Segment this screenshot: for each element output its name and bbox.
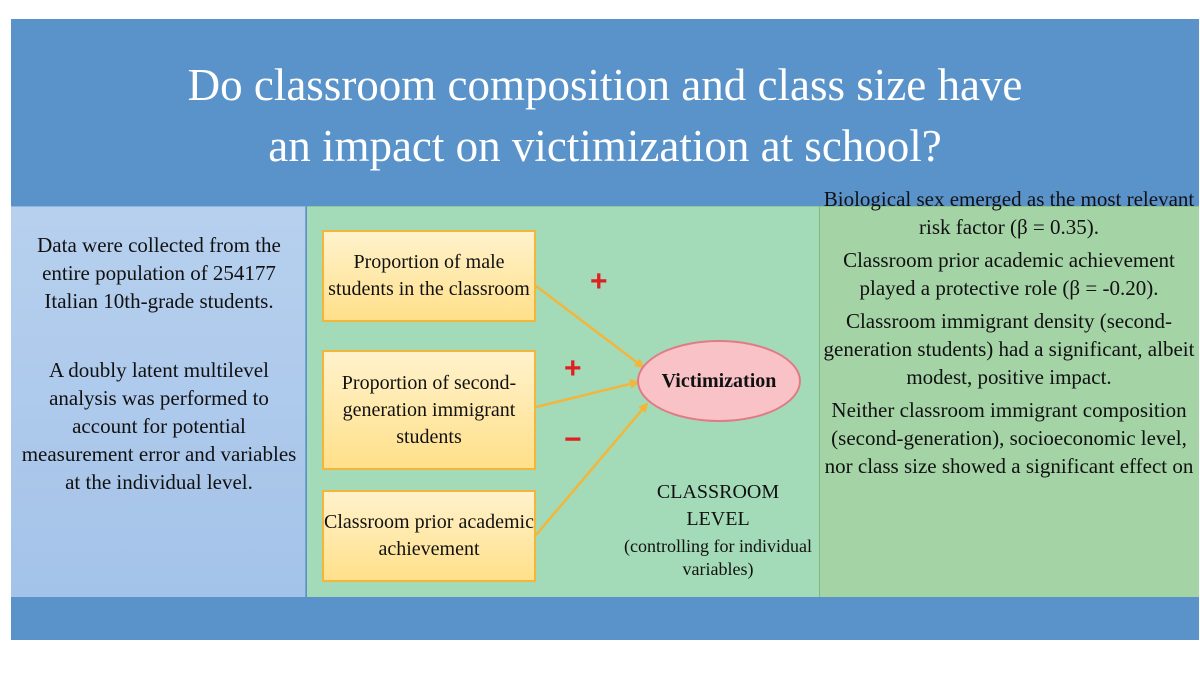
slide-title — [11, 55, 1199, 177]
finding-achievement: Classroom prior academic achievement played a protective role (β = -0.20). — [843, 248, 1175, 300]
predictor-label-immigrant: Proportion of second-generation immigrant students — [341, 371, 517, 448]
level-note: (controlling for individual variables) — [624, 536, 812, 579]
outcome-label: Victimization — [661, 369, 777, 392]
sign-achievement: − — [564, 423, 582, 456]
slide-frame — [11, 19, 1199, 640]
method-paragraph-data: Data were collected from the entire population of 254177 Italian 10th-grade students. — [37, 233, 281, 313]
method-panel — [11, 206, 306, 597]
title-line-2: an impact on victimization at school? — [268, 121, 942, 171]
predictor-label-achievement: Classroom prior academic achievement — [324, 511, 534, 560]
predictor-box-male — [322, 230, 536, 322]
diagram-panel — [307, 206, 819, 597]
results-text — [819, 185, 1199, 485]
sign-male: + — [590, 265, 608, 298]
level-title: CLASSROOM LEVEL — [656, 481, 780, 530]
outcome-victimization — [637, 340, 801, 422]
predictor-box-immigrant — [322, 350, 536, 470]
finding-sex: Biological sex emerged as the most relevant risk factor (β = 0.35). — [823, 187, 1195, 239]
predictor-box-achievement — [322, 490, 536, 582]
finding-null-effects: Neither classroom immigrant composition (second-generation), socioeconomic level, nor class size showed a significant effect on — [824, 398, 1194, 478]
predictor-label-male: Proportion of male students in the classroom — [328, 251, 530, 300]
finding-immigrant-density: Classroom immigrant density (second-generation students) had a significant, albeit modest, positive impact. — [823, 309, 1195, 389]
classroom-level-label — [623, 479, 813, 581]
method-paragraph-analysis: A doubly latent multilevel analysis was performed to account for potential measurement error and variables at the individual level. — [21, 358, 297, 494]
sign-immigrant: + — [564, 352, 582, 385]
title-line-1: Do classroom composition and class size have — [187, 60, 1023, 110]
arrow-immigrant-to-victimization — [536, 382, 638, 407]
